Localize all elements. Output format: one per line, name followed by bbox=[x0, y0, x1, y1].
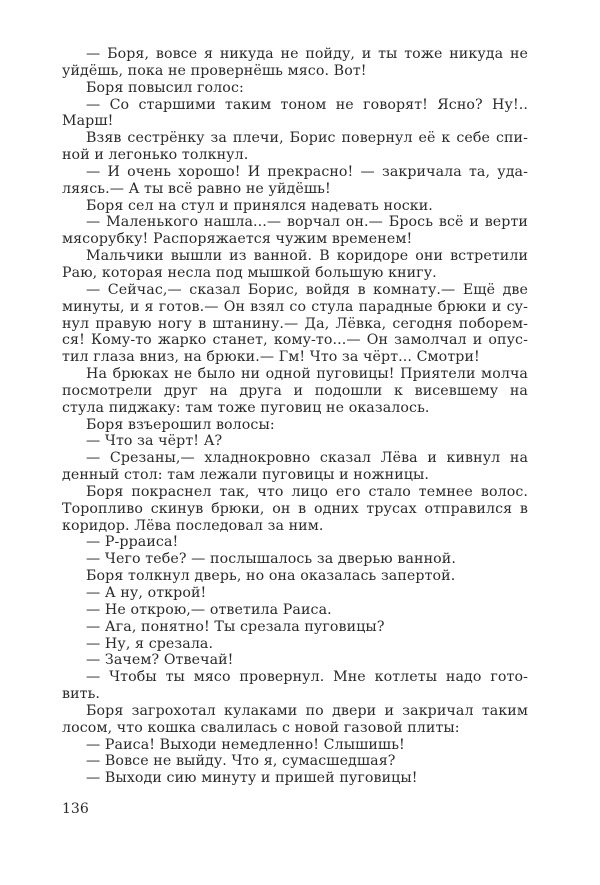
text-line: ной и легонько толкнул. bbox=[62, 147, 249, 164]
text-line: — Выходи сию минуту и пришей пуговицы! bbox=[86, 770, 418, 787]
text-line: На брюках не было ни одной пуговицы! Приятели молча bbox=[86, 366, 528, 383]
text-line: Взяв сестрёнку за плечи, Борис повернул её к себе спи- bbox=[86, 130, 528, 147]
text-line: Торопливо скинув брюки, он в одних трусах отправился в bbox=[62, 500, 528, 517]
text-line: лосом, что кошка свалилась с новой газовой плиты: bbox=[62, 719, 460, 736]
text-line: Марш! bbox=[62, 113, 114, 130]
text-line: — Ага, понятно! Ты срезала пуговицы? bbox=[86, 618, 385, 635]
text-line: денный стол: там лежали пуговицы и ножницы. bbox=[62, 467, 429, 484]
text-line: тил глаза вниз, на брюки.— Гм! Что за чёрт... Смотри! bbox=[62, 349, 480, 366]
text-line: Боря толкнул дверь, но она оказалась запертой. bbox=[86, 568, 456, 585]
text-line: Раю, которая несла под мышкой большую книгу. bbox=[62, 264, 437, 281]
text-line: ся! Кому-то жарко станет, кому-то...— Он замолчал и опус- bbox=[62, 332, 528, 349]
text-line: уйдёшь, пока не провернёшь мясо. Вот! bbox=[62, 62, 367, 79]
book-page-text bbox=[62, 46, 528, 787]
text-line: — И очень хорошо! И прекрасно! — закричала та, уда- bbox=[86, 163, 528, 180]
text-line: минуты, и я готов.— Он взял со стула парадные брюки и су- bbox=[62, 298, 528, 315]
text-line: — Ну, я срезала. bbox=[86, 635, 214, 652]
text-line: — Зачем? Отвечай! bbox=[86, 652, 234, 669]
text-line: посмотрели друг на друга и подошли к висевшему на bbox=[62, 382, 528, 399]
text-line: — Что за чёрт! А? bbox=[86, 433, 223, 450]
text-line: вить. bbox=[62, 686, 101, 703]
text-line: Боря загрохотал кулаками по двери и закричал таким bbox=[86, 702, 528, 719]
text-line: нул правую ногу в штанину.— Да, Лёвка, сегодня поборем- bbox=[62, 315, 528, 332]
text-line: стула пиджаку: там тоже пуговиц не оказалось. bbox=[62, 399, 430, 416]
text-line: Боря взъерошил волосы: bbox=[86, 416, 275, 433]
text-line: — Маленького нашла...— ворчал он.— Брось всё и верти bbox=[86, 214, 528, 231]
text-line: Мальчики вышли из ванной. В коридоре они встретили bbox=[86, 248, 528, 265]
text-line: ляясь.— А ты всё равно не уйдёшь! bbox=[62, 180, 331, 197]
text-line: — А ну, открой! bbox=[86, 585, 207, 601]
page-number: 136 bbox=[62, 801, 89, 817]
text-line: — Не открою,— ответила Раиса. bbox=[86, 601, 332, 618]
text-line: — Боря, вовсе я никуда не пойду, и ты тоже никуда не bbox=[86, 46, 528, 62]
text-line: — Раиса! Выходи немедленно! Слышишь! bbox=[86, 736, 405, 753]
text-line: — Со старшими таким тоном не говорят! Ясно? Ну!.. bbox=[86, 96, 528, 113]
text-line: Боря повысил голос: bbox=[86, 79, 244, 96]
text-line: Боря сел на стул и принялся надевать носки. bbox=[86, 197, 433, 214]
text-line: — Сейчас,— сказал Борис, войдя в комнату.— Ещё две bbox=[86, 281, 528, 298]
text-line: Боря покраснел так, что лицо его стало темнее волос. bbox=[86, 483, 528, 500]
text-line: — Срезаны,— хладнокровно сказал Лёва и кивнул на bbox=[86, 450, 528, 467]
text-line: — Р-рраиса! bbox=[86, 534, 179, 551]
text-line: коридор. Лёва последовал за ним. bbox=[62, 517, 324, 534]
text-line: — Чтобы ты мясо провернул. Мне котлеты надо гото- bbox=[86, 669, 528, 686]
text-line: — Чего тебе? — послышалось за дверью ванной. bbox=[86, 551, 456, 568]
text-line: мясорубку! Распоряжается чужим временем! bbox=[62, 231, 413, 248]
text-line: — Вовсе не выйду. Что я, сумасшедшая? bbox=[86, 753, 396, 770]
